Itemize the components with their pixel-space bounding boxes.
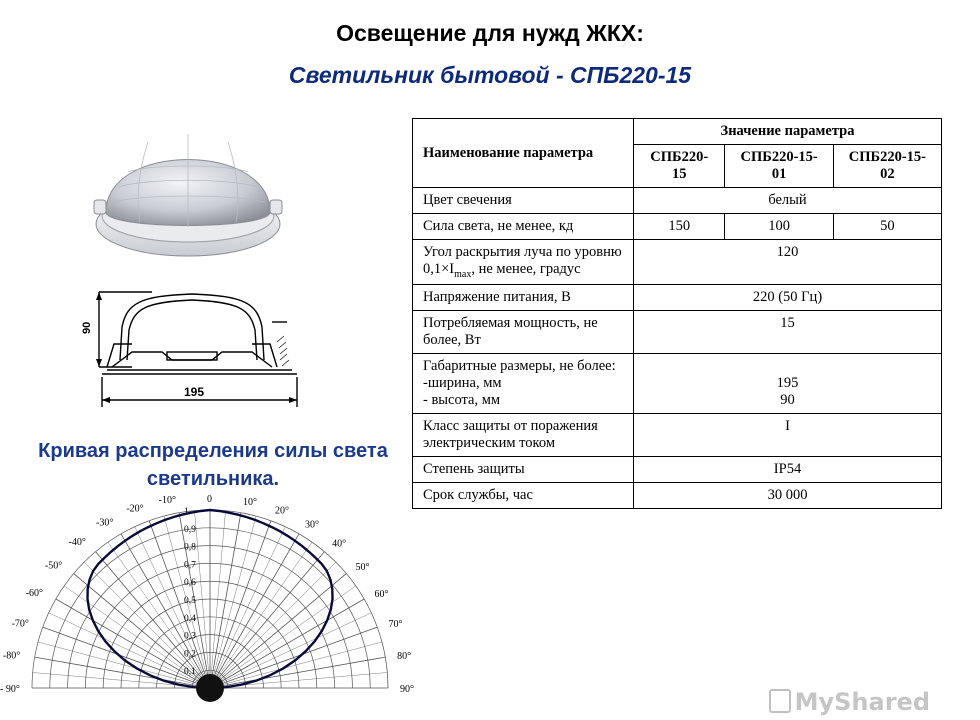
dims-height-value: 90 (780, 391, 795, 408)
row-label: Цвет свечения (413, 188, 634, 214)
angle-label: -50° (44, 560, 63, 572)
row-value: 220 (50 Гц) (634, 284, 942, 310)
row-value: 120 (634, 240, 942, 285)
row-label: Срок службы, час (413, 482, 634, 508)
radial-label: 0,1 (184, 667, 196, 678)
angle-label: 0 (207, 494, 212, 505)
angle-label: -30° (96, 517, 114, 529)
row-value: 30 000 (634, 482, 942, 508)
row-label (413, 353, 634, 413)
radial-label: 0,4 (184, 613, 196, 624)
row-label: Сила света, не менее, кд (413, 214, 634, 240)
watermark-text: MyShared (794, 688, 930, 716)
row-value: IP54 (634, 456, 942, 482)
header-value: Значение параметра (634, 119, 942, 145)
dims-label-line: -ширина, мм (423, 374, 502, 391)
angle-label: 80° (397, 651, 412, 663)
technical-drawing (72, 282, 312, 412)
row-value: белый (634, 188, 942, 214)
row-value: I (634, 413, 942, 456)
row-label: Напряжение питания, В (413, 284, 634, 310)
row-value: 150 (634, 214, 725, 240)
radial-label: 0,6 (184, 578, 196, 589)
row-value (634, 353, 942, 413)
width-dimension-label: 195 (184, 385, 205, 399)
product-subtitle: Светильник бытовой - СПБ220-15 (288, 62, 692, 88)
radial-label: 0,8 (184, 542, 196, 553)
angle-label: 60° (374, 589, 389, 600)
row-value: 15 (634, 310, 942, 353)
dims-label-line: Габаритные размеры, не более: (423, 357, 616, 374)
row-label: Степень защиты (413, 456, 634, 482)
row-value: 50 (833, 214, 941, 240)
angle-label: -60° (25, 588, 44, 599)
angle-label: 30° (305, 519, 319, 531)
table-row (413, 353, 942, 413)
angle-label: 40° (332, 538, 347, 550)
table-row (413, 482, 942, 508)
angle-label: 20° (274, 505, 289, 517)
angle-label: 10° (242, 496, 257, 508)
model-header: СПБ220-15-02 (833, 145, 941, 188)
angle-label: 70° (388, 619, 403, 631)
dims-label-line: - высота, мм (423, 391, 501, 408)
row-label (413, 240, 634, 285)
table-row (413, 456, 942, 482)
radial-label: 0,9 (184, 524, 196, 535)
page-title: Освещение для нужд ЖКХ: (336, 20, 644, 46)
table-row (413, 214, 942, 240)
radial-label: 0,5 (184, 596, 196, 606)
table-row (413, 240, 942, 285)
row-label: Потребляемая мощность, не более, Вт (413, 310, 634, 353)
table-header-row (413, 119, 942, 145)
model-header: СПБ220-15-01 (725, 145, 833, 188)
header-param-name: Наименование параметра (413, 119, 634, 188)
radial-label: 1 (184, 507, 189, 517)
angle-label-subscript: max (454, 268, 472, 280)
angle-label: -20° (126, 503, 144, 515)
angle-label: 50° (355, 561, 370, 573)
curve-origin (196, 674, 224, 702)
dims-width-value: 195 (776, 374, 799, 391)
watermark (769, 688, 930, 716)
lamp-photo (88, 112, 288, 262)
height-dimension-label: 90 (81, 321, 93, 334)
angle-label: 90° (400, 684, 414, 695)
angle-label: -80° (2, 650, 21, 662)
table-row (413, 188, 942, 214)
table-row (413, 310, 942, 353)
watermark-icon (769, 689, 791, 713)
table-row (413, 413, 942, 456)
model-header: СПБ220-15 (634, 145, 725, 188)
table-row (413, 284, 942, 310)
curve-heading: Кривая распределения силы света светильника. (38, 440, 388, 490)
row-value: 100 (725, 214, 833, 240)
angle-label-text: Угол раскрытия луча по уровню 0,1×I (423, 244, 622, 277)
angle-label: -10° (158, 494, 177, 506)
grid-radial (210, 642, 382, 688)
angle-label-text-end: , не менее, градус (471, 261, 581, 277)
polar-curve (0, 494, 420, 720)
radial-label: 0,3 (184, 631, 196, 642)
angle-label: -70° (11, 618, 29, 630)
radial-label: 0,2 (184, 649, 196, 660)
parameters-table (412, 118, 942, 509)
angle-label: - 90° (0, 684, 20, 695)
radial-label: 0,7 (184, 560, 196, 571)
grid-radial (210, 516, 256, 688)
angle-label: -40° (68, 536, 86, 548)
row-label: Класс защиты от поражения электрическим током (413, 413, 634, 456)
